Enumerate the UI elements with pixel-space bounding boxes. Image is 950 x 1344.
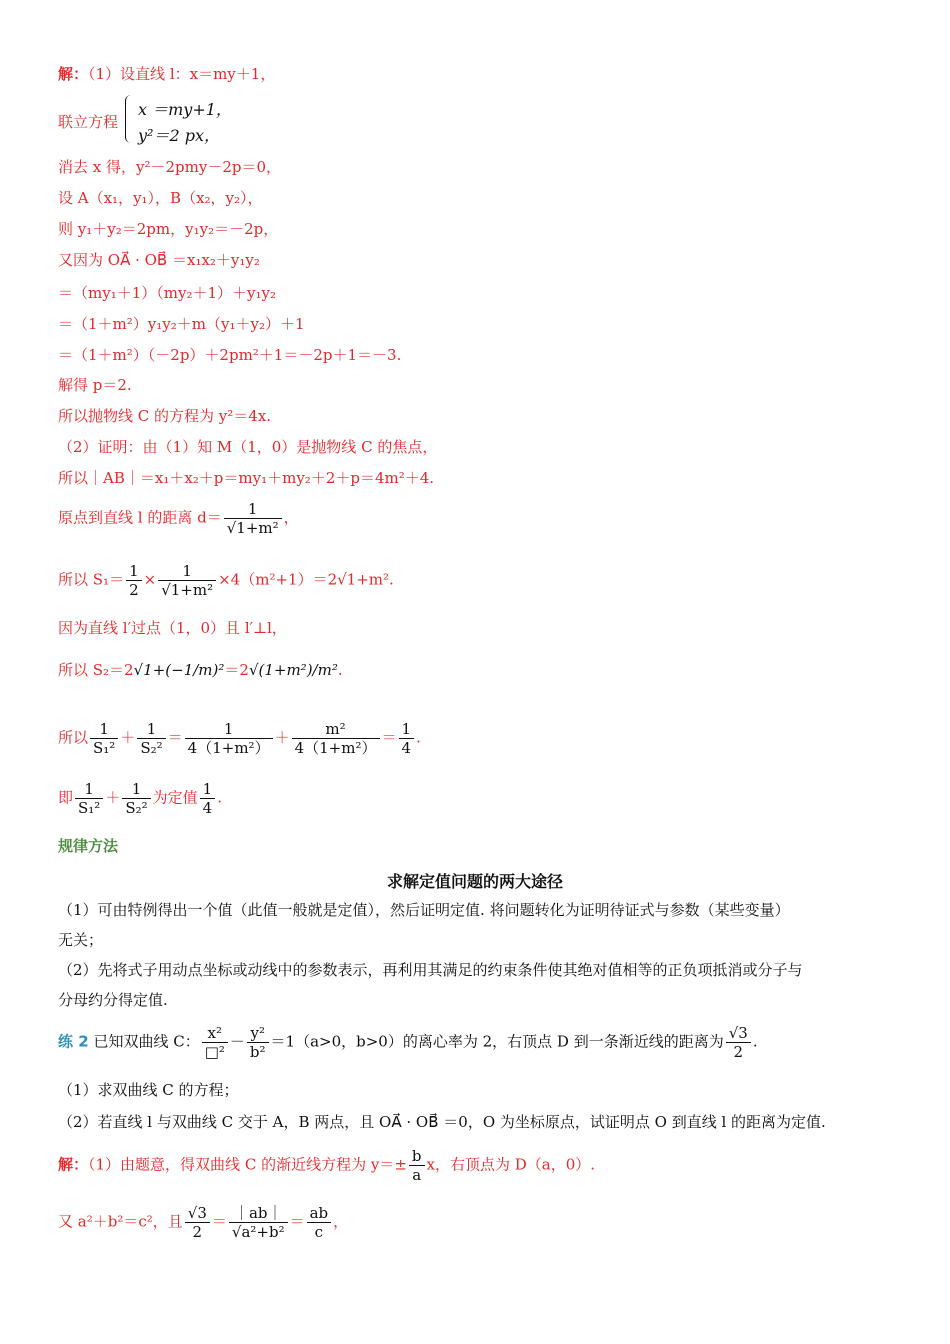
line-text: ，: [333, 1212, 349, 1231]
fraction-numerator: 1: [90, 720, 118, 739]
fraction-denominator: b²: [249, 1043, 266, 1061]
line-text: ×: [143, 570, 157, 589]
solution-line-7: ＝（my₁＋1）（my₂＋1）＋y₁y₂: [58, 284, 276, 302]
fraction-denominator: √1+m²: [226, 519, 279, 537]
fraction-denominator: √1+m²: [161, 581, 214, 599]
line-text: （1）设直线 l：x＝my＋1，: [88, 65, 276, 83]
fraction: [185, 1204, 210, 1241]
fraction: [126, 562, 142, 599]
fraction: [137, 720, 165, 757]
solution-line-8: ＝（1＋m²）y₁y₂＋m（y₁＋y₂）＋1: [58, 315, 305, 333]
fraction-denominator: 4: [202, 799, 213, 817]
fraction: [224, 500, 282, 537]
fraction: [158, 562, 216, 599]
line-text: 为定值: [152, 788, 198, 807]
line-text: －: [229, 1032, 245, 1051]
fraction-numerator: 1: [137, 720, 165, 739]
line-text: x，右顶点为 D（a，0）.: [426, 1155, 596, 1174]
fraction-numerator: 1: [200, 780, 216, 799]
line-text: ×4（m²+1）＝2√1+m².: [218, 570, 394, 589]
fraction: [185, 720, 273, 757]
line-text: ＝: [167, 728, 183, 747]
left-brace: [125, 95, 134, 143]
solution-line-12: （2）证明：由（1）知 M（1，0）是抛物线 C 的焦点，: [58, 438, 438, 456]
fraction-numerator: 1: [224, 500, 282, 519]
fraction-denominator: 4: [401, 739, 412, 757]
fraction-denominator: c: [314, 1223, 324, 1241]
fraction-denominator: 4（1+m²）: [187, 739, 270, 757]
method-paragraph-1-cont: 无关；: [58, 931, 104, 949]
line-text: ＋: [120, 728, 136, 747]
fraction: [307, 1204, 332, 1241]
line-text: .: [752, 1032, 758, 1051]
fraction-denominator: 4（1+m²）: [294, 739, 377, 757]
line-text: .: [416, 728, 421, 747]
fraction-numerator: 1: [185, 720, 273, 739]
exercise-question-1: （1）求双曲线 C 的方程；: [58, 1081, 239, 1099]
fraction-denominator: S₁²: [78, 799, 101, 817]
line-text: ，: [283, 508, 299, 527]
fraction: [229, 1204, 288, 1241]
fraction-denominator: a: [412, 1166, 422, 1184]
line-text: 所以 S₂＝2: [58, 661, 134, 679]
line-text: .: [337, 661, 343, 679]
exercise-label: 练 2: [58, 1032, 89, 1051]
exercise-question-2: （2）若直线 l 与双曲线 C 交于 A，B 两点，且 OA⃗ · OB⃗ ＝0，O 为坐标原点，试证明点 O 到直线 l 的距离为定值.: [58, 1113, 826, 1131]
line-text: ＝: [289, 1212, 305, 1231]
solution-line-18: [58, 720, 421, 757]
solution-line-10: 解得 p＝2.: [58, 376, 132, 394]
fraction: [247, 1024, 269, 1061]
solution-line-19: [58, 780, 222, 817]
fraction-denominator: √a²+b²: [231, 1223, 285, 1241]
solution-line-9: ＝（1＋m²）（－2p）＋2pm²＋1＝－2p＋1＝－3.: [58, 346, 402, 364]
solution-line-16: 因为直线 l′过点（1，0）且 l′⊥l，: [58, 619, 287, 637]
radical-expression: √(1+m²)/m²: [248, 661, 338, 679]
line-text: ＝1（a>0，b>0）的离心率为 2，右顶点 D 到一条渐近线的距离为: [270, 1032, 724, 1051]
fraction-numerator: y²: [247, 1024, 269, 1043]
solution-line-4: 设 A（x₁，y₁），B（x₂，y₂），: [58, 189, 263, 207]
fraction-numerator: m²: [292, 720, 380, 739]
line-text: ＋: [274, 728, 290, 747]
fraction-numerator: √3: [726, 1024, 751, 1043]
solution-prefix: 解：: [58, 65, 89, 83]
fraction: [409, 1147, 425, 1184]
solution-line-15: [58, 562, 394, 599]
fraction: [399, 720, 415, 757]
fraction-denominator: □²: [204, 1043, 225, 1061]
line-text: 所以 S₁＝: [58, 570, 125, 589]
fraction-numerator: x²: [202, 1024, 228, 1043]
fraction: [726, 1024, 751, 1061]
solution-line-1: [58, 64, 275, 84]
line-text: 已知双曲线 C：: [93, 1032, 200, 1051]
radical-expression: √1+(−1/m)²: [133, 661, 225, 679]
system-eq-1: x ＝my+1，: [138, 100, 232, 119]
line-text: ＋: [105, 788, 121, 807]
line-text: 即: [58, 788, 74, 807]
fraction-numerator: 1: [75, 780, 103, 799]
line-text: （1）由题意，得双曲线 C 的渐近线方程为 y＝±: [88, 1155, 407, 1174]
solution-line-13: 所以｜AB｜＝x₁＋x₂＋p＝my₁＋my₂＋2＋p＝4m²＋4.: [58, 469, 435, 487]
solution-prefix: 解：: [58, 1155, 89, 1174]
line-text: ＝2: [224, 661, 249, 679]
fraction-numerator: ｜ab｜: [229, 1204, 288, 1223]
fraction-numerator: 1: [158, 562, 216, 581]
solution-line-3: 消去 x 得，y²－2pmy－2p＝0，: [58, 158, 282, 176]
fraction: [75, 780, 103, 817]
exercise-statement: [58, 1024, 758, 1061]
fraction-numerator: 1: [122, 780, 150, 799]
fraction-denominator: S₂²: [140, 739, 163, 757]
line-text: ＝: [211, 1212, 227, 1231]
method-paragraph-2: （2）先将式子用动点坐标或动线中的参数表示，再利用其满足的约束条件使其绝对值相等的正负项抵消或分子与: [58, 961, 803, 979]
line-text: 又 a²＋b²＝c²，且: [58, 1212, 183, 1231]
fraction-numerator: 1: [126, 562, 142, 581]
fraction: [292, 720, 380, 757]
solution-line-6: 又因为 OA⃗ · OB⃗ ＝x₁x₂＋y₁y₂: [58, 251, 260, 269]
solution2-line-2: [58, 1204, 348, 1241]
solution2-line-1: [58, 1147, 595, 1184]
fraction-numerator: √3: [185, 1204, 210, 1223]
equation-system-label: 联立方程: [58, 113, 119, 131]
solution-line-17: [58, 660, 343, 680]
line-text: 原点到直线 l 的距离 d＝: [58, 508, 222, 527]
fraction: [90, 720, 118, 757]
fraction: [122, 780, 150, 817]
fraction-denominator: S₁²: [93, 739, 116, 757]
system-eq-2: y²＝2 px，: [138, 126, 220, 145]
fraction-denominator: 2: [192, 1223, 203, 1241]
solution-line-11: 所以抛物线 C 的方程为 y²＝4x.: [58, 407, 272, 425]
fraction-denominator: 2: [129, 581, 139, 599]
solution-line-14: [58, 500, 299, 537]
fraction-numerator: 1: [399, 720, 415, 739]
fraction-denominator: S₂²: [125, 799, 148, 817]
fraction-numerator: ab: [307, 1204, 332, 1223]
line-text: .: [217, 788, 222, 807]
line-text: ＝: [381, 728, 397, 747]
solution-line-5: 则 y₁＋y₂＝2pm，y₁y₂＝－2p，: [58, 220, 279, 238]
method-paragraph-1: （1）可由特例得出一个值（此值一般就是定值），然后证明定值. 将问题转化为证明待证式与参数（某些变量）: [58, 901, 790, 919]
method-title: 求解定值问题的两大途径: [386, 872, 563, 891]
fraction-denominator: 2: [733, 1043, 744, 1061]
fraction: [202, 1024, 228, 1061]
method-heading: 规律方法: [58, 837, 119, 855]
method-paragraph-2-cont: 分母约分得定值.: [58, 991, 168, 1009]
line-text: 所以: [58, 728, 89, 747]
fraction-numerator: b: [409, 1147, 425, 1166]
fraction: [200, 780, 216, 817]
